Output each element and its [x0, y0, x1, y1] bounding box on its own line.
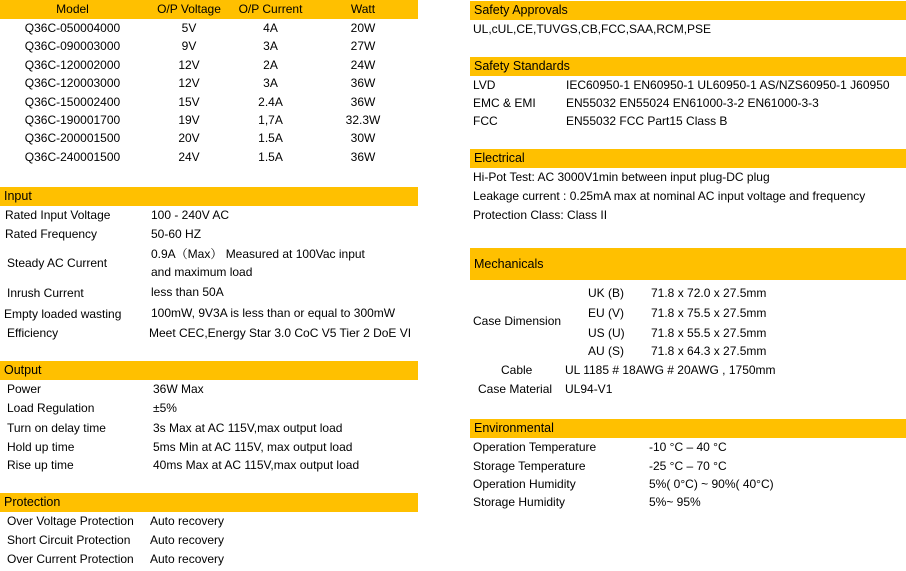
current-cell: 2.4A [258, 94, 283, 109]
model-cell: Q36C-090003000 [24, 39, 121, 54]
output-label-power: Power [7, 382, 42, 396]
cable-value: UL 1185 # 18AWG # 20AWG , 1750mm [565, 363, 776, 377]
voltage-cell: 15V [178, 94, 200, 109]
electrical-header: Electrical [470, 149, 906, 168]
table-row [0, 19, 418, 37]
current-cell: 3A [263, 76, 278, 91]
input-label-steady-current: Steady AC Current [7, 256, 108, 270]
model-cell: Q36C-200001500 [24, 131, 121, 146]
table-row [0, 93, 418, 111]
watt-cell: 32.3W [345, 112, 381, 127]
model-cell: Q36C-050004000 [24, 21, 121, 35]
input-label-efficiency: Efficiency [7, 326, 59, 340]
output-value-rise-up: 40ms Max at AC 115V,max output load [153, 458, 360, 472]
electrical-leakage: Leakage current : 0.25mA max at nominal AC input voltage and frequency [473, 189, 866, 203]
dimension-value-au: 71.8 x 64.3 x 27.5mm [651, 344, 767, 358]
input-label-rated-voltage: Rated Input Voltage [5, 208, 111, 222]
output-value-turn-on-delay: 3s Max at AC 115V,max output load [153, 421, 343, 435]
env-label-operation-temp: Operation Temperature [473, 440, 597, 454]
standard-value-emc: EN55032 EN55024 EN61000-3-2 EN61000-3-3 [566, 96, 819, 110]
output-section-header: Output [0, 361, 418, 380]
dimension-region-au: AU (S) [588, 344, 624, 358]
input-value-inrush-current: less than 50A [151, 285, 224, 299]
mechanicals-header: Mechanicals [470, 248, 906, 280]
model-cell: Q36C-120002000 [24, 57, 121, 72]
watt-cell: 20W [350, 21, 376, 35]
output-label-load-regulation: Load Regulation [7, 401, 95, 415]
env-label-operation-humidity: Operation Humidity [473, 477, 576, 491]
dimension-region-us: US (U) [588, 326, 625, 340]
watt-cell: 36W [350, 149, 376, 164]
protection-label-over-voltage: Over Voltage Protection [7, 514, 134, 528]
input-label-inrush-current: Inrush Current [7, 286, 84, 300]
table-row [0, 74, 418, 92]
electrical-protection-class: Protection Class: Class II [473, 208, 608, 222]
standard-value-lvd: IEC60950-1 EN60950-1 UL60950-1 AS/NZS60950-1 J60950 [566, 78, 890, 92]
case-dimension-label: Case Dimension [473, 314, 562, 328]
current-cell: 4A [263, 21, 278, 35]
output-value-power: 36W Max [153, 382, 204, 396]
model-cell: Q36C-120003000 [24, 76, 121, 91]
current-cell: 2A [263, 57, 278, 72]
environmental-header: Environmental [470, 419, 906, 438]
protection-section-header: Protection [0, 493, 418, 512]
output-label-turn-on-delay: Turn on delay time [7, 421, 106, 435]
standard-label-fcc: FCC [473, 114, 498, 128]
current-cell: 1.5A [258, 131, 283, 146]
col-header-model: Model [56, 2, 89, 16]
voltage-cell: 12V [178, 76, 200, 91]
col-header-watt: Watt [350, 2, 376, 16]
dimension-value-eu: 71.8 x 75.5 x 27.5mm [651, 306, 767, 320]
env-value-operation-temp: -10 °C – 40 °C [649, 440, 727, 454]
input-value-efficiency: Meet CEC,Energy Star 3.0 CoC V5 Tier 2 DoE VI [149, 326, 412, 340]
table-row [0, 37, 418, 55]
voltage-cell: 5V [181, 21, 197, 35]
watt-cell: 27W [350, 39, 376, 54]
input-value-rated-frequency: 50-60 HZ [151, 227, 202, 241]
model-cell: Q36C-150002400 [24, 94, 121, 109]
standard-label-emc: EMC & EMI [473, 96, 536, 110]
voltage-cell: 12V [178, 57, 200, 72]
current-cell: 1.5A [258, 149, 283, 164]
output-value-load-regulation: ±5% [153, 401, 177, 415]
dimension-value-uk: 71.8 x 72.0 x 27.5mm [651, 286, 767, 300]
dimension-region-eu: EU (V) [588, 306, 624, 320]
electrical-hipot: Hi-Pot Test: AC 3000V1min between input plug-DC plug [473, 170, 770, 184]
table-row [0, 56, 418, 74]
input-value-steady-current-line2: and maximum load [151, 265, 253, 279]
voltage-cell: 9V [181, 39, 197, 54]
case-material-label: Case Material [478, 382, 553, 396]
voltage-cell: 20V [178, 131, 200, 146]
input-value-steady-current-line1: 0.9A（Max） Measured at 100Vac input [151, 247, 365, 261]
watt-cell: 36W [350, 76, 376, 91]
input-value-rated-voltage: 100 - 240V AC [151, 208, 230, 222]
cable-label: Cable [501, 363, 533, 377]
col-header-current: O/P Current [238, 2, 303, 16]
output-label-rise-up: Rise up time [7, 458, 74, 472]
table-row [0, 148, 418, 166]
watt-cell: 24W [350, 57, 376, 72]
protection-value-over-current: Auto recovery [150, 552, 225, 566]
env-value-operation-humidity: 5%( 0°C) ~ 90%( 40°C) [649, 477, 774, 491]
safety-standards-header: Safety Standards [470, 57, 906, 76]
col-header-voltage: O/P Voltage [157, 2, 221, 16]
input-section-header: Input [0, 187, 418, 206]
voltage-cell: 19V [178, 112, 200, 127]
env-label-storage-temp: Storage Temperature [473, 459, 586, 473]
standard-value-fcc: EN55032 FCC Part15 Class B [566, 114, 728, 128]
case-material-value: UL94-V1 [565, 382, 613, 396]
voltage-cell: 24V [178, 149, 200, 164]
protection-value-over-voltage: Auto recovery [150, 514, 225, 528]
protection-value-short-circuit: Auto recovery [150, 533, 225, 547]
safety-approvals-text: UL,cUL,CE,TUVGS,CB,FCC,SAA,RCM,PSE [473, 22, 712, 36]
standard-label-lvd: LVD [473, 78, 496, 92]
env-value-storage-temp: -25 °C – 70 °C [649, 459, 727, 473]
output-label-hold-up: Hold up time [7, 440, 75, 454]
model-table-header [0, 0, 418, 19]
safety-approvals-header: Safety Approvals [470, 1, 906, 20]
table-row [0, 129, 418, 147]
model-table [0, 0, 418, 166]
table-row [0, 111, 418, 129]
protection-label-over-current: Over Current Protection [7, 552, 134, 566]
env-value-storage-humidity: 5%~ 95% [649, 495, 701, 509]
model-cell: Q36C-190001700 [24, 112, 121, 127]
dimension-region-uk: UK (B) [588, 286, 624, 300]
input-label-empty-loaded: Empty loaded wasting [4, 307, 122, 321]
model-cell: Q36C-240001500 [24, 149, 121, 164]
env-label-storage-humidity: Storage Humidity [473, 495, 566, 509]
input-value-empty-loaded: 100mW, 9V3A is less than or equal to 300mW [151, 306, 396, 320]
input-label-rated-frequency: Rated Frequency [5, 227, 98, 241]
watt-cell: 36W [350, 94, 376, 109]
dimension-value-us: 71.8 x 55.5 x 27.5mm [651, 326, 767, 340]
current-cell: 3A [263, 39, 278, 54]
current-cell: 1,7A [258, 112, 283, 127]
protection-label-short-circuit: Short Circuit Protection [7, 533, 131, 547]
output-value-hold-up: 5ms Min at AC 115V, max output load [153, 440, 353, 454]
watt-cell: 30W [350, 131, 376, 146]
